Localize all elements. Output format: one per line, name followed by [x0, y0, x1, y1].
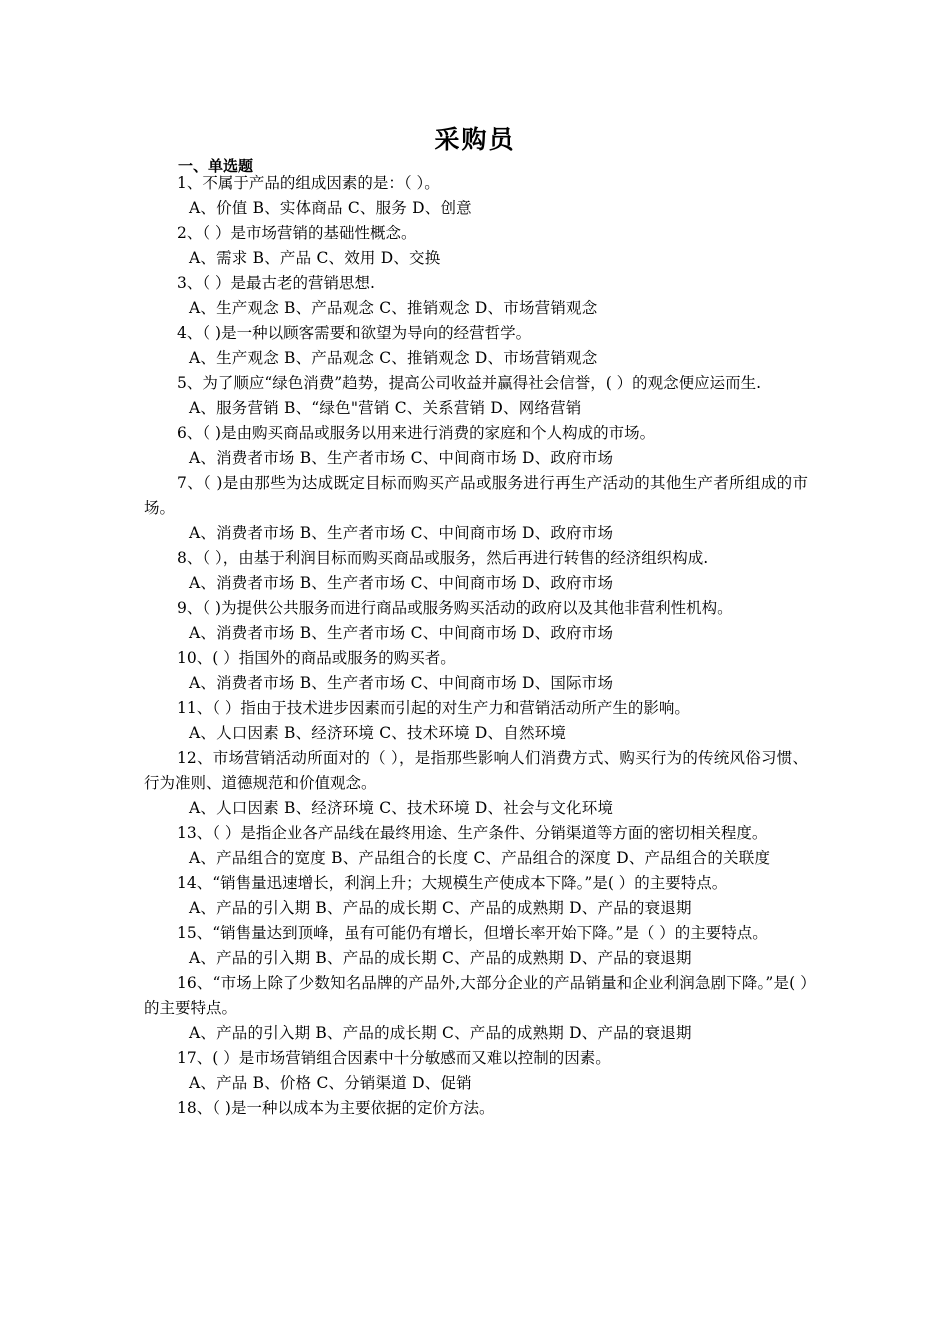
question-text: 2、（ ）是市场营销的基础性概念。 — [177, 224, 417, 242]
answer-options: A、生产观念 B、产品观念 C、推销观念 D、市场营销观念 — [189, 349, 598, 367]
question-text: 12、市场营销活动所面对的（ ），是指那些影响人们消费方式、购买行为的传统风俗习惯、行为准则、道德规范和价值观念。 — [144, 749, 808, 792]
question-text: 4、（ )是一种以顾客需要和欲望为导向的经营哲学。 — [177, 324, 532, 342]
answer-options: A、人口因素 B、经济环境 C、技术环境 D、社会与文化环境 — [189, 799, 614, 817]
document-title: 采购员 — [434, 125, 516, 154]
question-text: 6、（ )是由购买商品或服务以用来进行消费的家庭和个人构成的市场。 — [177, 424, 656, 442]
answer-options: A、产品的引入期 B、产品的成长期 C、产品的成熟期 D、产品的衰退期 — [189, 949, 692, 967]
answer-options: A、消费者市场 B、生产者市场 C、中间商市场 D、政府市场 — [189, 524, 614, 542]
answer-options: A、消费者市场 B、生产者市场 C、中间商市场 D、政府市场 — [189, 574, 614, 592]
question-text: 15、“销售量达到顶峰，虽有可能仍有增长，但增长率开始下降。”是（ ）的主要特点。 — [177, 924, 768, 942]
question-text: 18、（ )是一种以成本为主要依据的定价方法。 — [177, 1099, 495, 1117]
question-text: 14、“销售量迅速增长，利润上升；大规模生产使成本下降。”是( ）的主要特点。 — [177, 874, 728, 892]
answer-options: A、消费者市场 B、生产者市场 C、中间商市场 D、政府市场 — [189, 624, 614, 642]
answer-options: A、消费者市场 B、生产者市场 C、中间商市场 D、政府市场 — [189, 449, 614, 467]
answer-options: A、产品的引入期 B、产品的成长期 C、产品的成熟期 D、产品的衰退期 — [189, 899, 692, 917]
answer-options: A、人口因素 B、经济环境 C、技术环境 D、自然环境 — [189, 724, 567, 742]
answer-options: A、产品的引入期 B、产品的成长期 C、产品的成熟期 D、产品的衰退期 — [189, 1024, 692, 1042]
answer-options: A、服务营销 B、“绿色"营销 C、关系营销 D、网络营销 — [189, 399, 582, 417]
question-text: 13、（ ）是指企业各产品线在最终用途、生产条件、分销渠道等方面的密切相关程度。 — [177, 824, 768, 842]
question-text: 3、（ ）是最古老的营销思想. — [177, 274, 375, 292]
question-text: 9、（ )为提供公共服务而进行商品或服务购买活动的政府以及其他非营利性机构。 — [177, 599, 733, 617]
answer-options: A、需求 B、产品 C、效用 D、交换 — [189, 249, 441, 267]
answer-options: A、产品组合的宽度 B、产品组合的长度 C、产品组合的深度 D、产品组合的关联度 — [189, 849, 771, 867]
question-text: 16、“市场上除了少数知名品牌的产品外,大部分企业的产品销量和企业利润急剧下降。”是( ）的主要特点。 — [144, 974, 808, 1017]
section-heading: 一、单选题 — [178, 157, 254, 175]
question-text: 1、不属于产品的组成因素的是：（ ）。 — [177, 174, 440, 192]
question-text: 8、（ ），由基于利润目标而购买商品或服务，然后再进行转售的经济组织构成. — [177, 549, 709, 567]
question-text: 10、( ）指国外的商品或服务的购买者。 — [177, 649, 456, 667]
question-list — [144, 171, 808, 1121]
answer-options: A、价值 B、实体商品 C、服务 D、创意 — [189, 199, 472, 217]
question-text: 7、（ )是由那些为达成既定目标而购买产品或服务进行再生产活动的其他生产者所组成的市场。 — [144, 474, 808, 517]
question-text: 5、为了顺应“绿色消费”趋势，提高公司收益并赢得社会信誉，( ）的观念便应运而生. — [177, 374, 762, 392]
question-text: 17、( ）是市场营销组合因素中十分敏感而又难以控制的因素。 — [177, 1049, 611, 1067]
answer-options: A、生产观念 B、产品观念 C、推销观念 D、市场营销观念 — [189, 299, 598, 317]
question-text: 11、（ ）指由于技术进步因素而引起的对生产力和营销活动所产生的影响。 — [177, 699, 690, 717]
answer-options: A、产品 B、价格 C、分销渠道 D、促销 — [189, 1074, 472, 1092]
answer-options: A、消费者市场 B、生产者市场 C、中间商市场 D、国际市场 — [189, 674, 614, 692]
